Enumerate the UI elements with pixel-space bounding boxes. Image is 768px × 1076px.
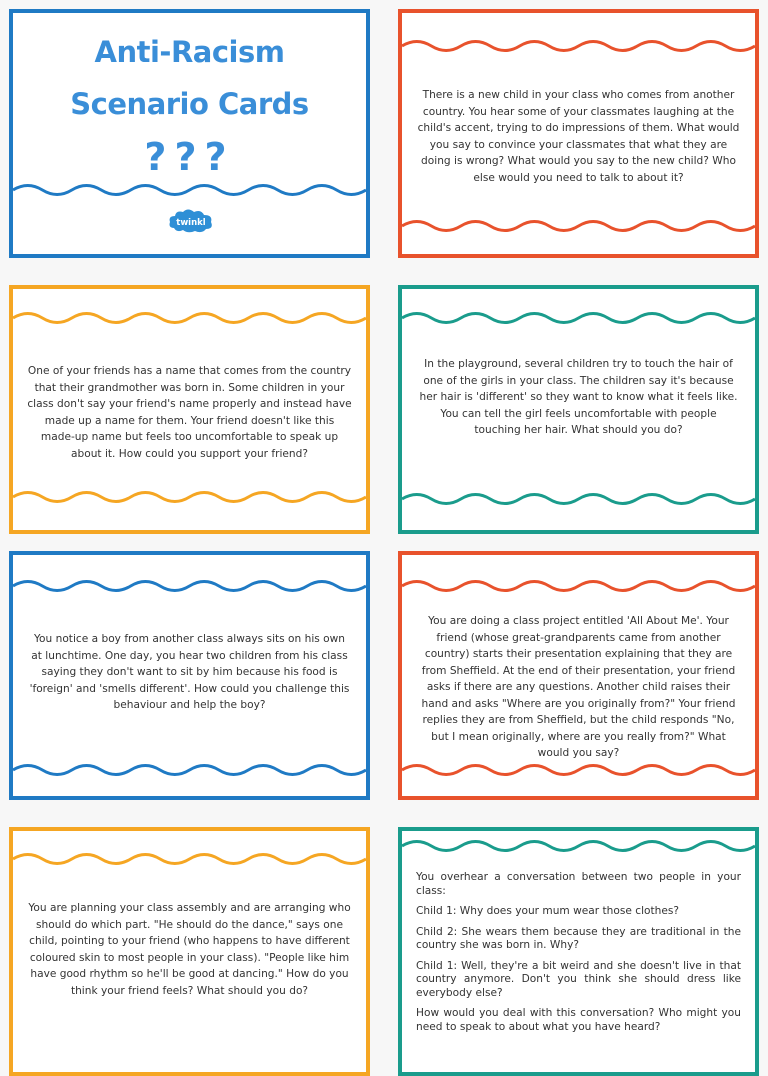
scenario-text: You are doing a class project entitled 'All About Me'. Your friend (whose great-grandparents came from another country) starts their presentation explaining that they are from Sheffield. At the end of their presentation, your friend asks if there are any questions. Another child raises their hand and asks "Where are you originally from?" Your friend replies they are from Sheffield, but the child responds "No, but I mean originally, where are you really from?" What would you say? [421,615,736,759]
conversation-intro: You overhear a conversation between two people in your class: [416,871,741,897]
conversation-card [398,827,759,1076]
conversation-line-1: Child 1: Why does your mum wear those clothes? [416,905,680,917]
scenario-text: You notice a boy from another class always sits on his own at lunchtime. One day, you hear two children from his class saying they don't want to sit by him because his food is 'foreign' and 'smells different'. How could you challenge this behaviour and help the boy? [29,633,350,711]
scenario-text: There is a new child in your class who comes from another country. You hear some of your classmates laughing at the child's accent, trying to do impressions of them. What would you say to convince your classmates that what they are doing is wrong? What would you say to the new child? Who else would you need to talk to about it? [417,89,740,184]
wave-top [13,309,366,327]
wave-bottom [13,488,366,506]
wave-bottom [402,217,755,235]
twinkl-logo [168,208,214,234]
scenario-text: In the playground, several children try to touch the hair of one of the girls in your class. The children say it's because her hair is 'different' so they want to know what it feels like. You can tell the girl feels uncomfortable with people touching her hair. What should you do? [419,358,738,436]
logo-text: twinkl [176,218,206,228]
wave-bottom [402,490,755,508]
scenario-card-2 [9,285,370,534]
wave-top [402,309,755,327]
conversation-line-2: Child 2: She wears them because they are traditional in the country she was born in. Why? [416,925,741,951]
conversation-text [416,871,741,1041]
scenario-card-5 [398,551,759,800]
wave-top [402,577,755,595]
scenario-card-6 [9,827,370,1076]
scenario-card-4 [9,551,370,800]
wave-divider [13,181,366,199]
scenario-text: You are planning your class assembly and are arranging who should do which part. "He should do the dance," says one child, pointing to your friend (who happens to have different coloured skin to most people in your class). "People like him have good rhythm so he'll be good at dancing." How do you think your friend feels? What should you do? [28,902,351,997]
conversation-question: How would you deal with this conversation? Who might you need to speak to about what you have heard? [416,1007,741,1033]
scenario-text: One of your friends has a name that comes from the country that their grandmother was born in. Some children in your class don't say your friend's name properly and instead have made up a name for them. Your friend doesn't like this made-up name but feels too uncomfortable to speak up about it. How could you support your friend? [27,365,352,460]
cover-title-line1: Anti-Racism [94,35,285,69]
wave-bottom [13,761,366,779]
wave-bottom [402,761,755,779]
wave-top [13,850,366,868]
cover-title-line2: Scenario Cards [70,87,309,121]
conversation-line-3: Child 1: Well, they're a bit weird and she doesn't live in that country anymore. Don't you think she should dress like everybody else? [416,959,741,999]
wave-top [402,37,755,55]
question-marks: ??? [144,135,235,179]
scenario-card-3 [398,285,759,534]
wave-top [13,577,366,595]
cover-card [9,9,370,258]
wave-top [402,837,755,855]
scenario-card-1 [398,9,759,258]
